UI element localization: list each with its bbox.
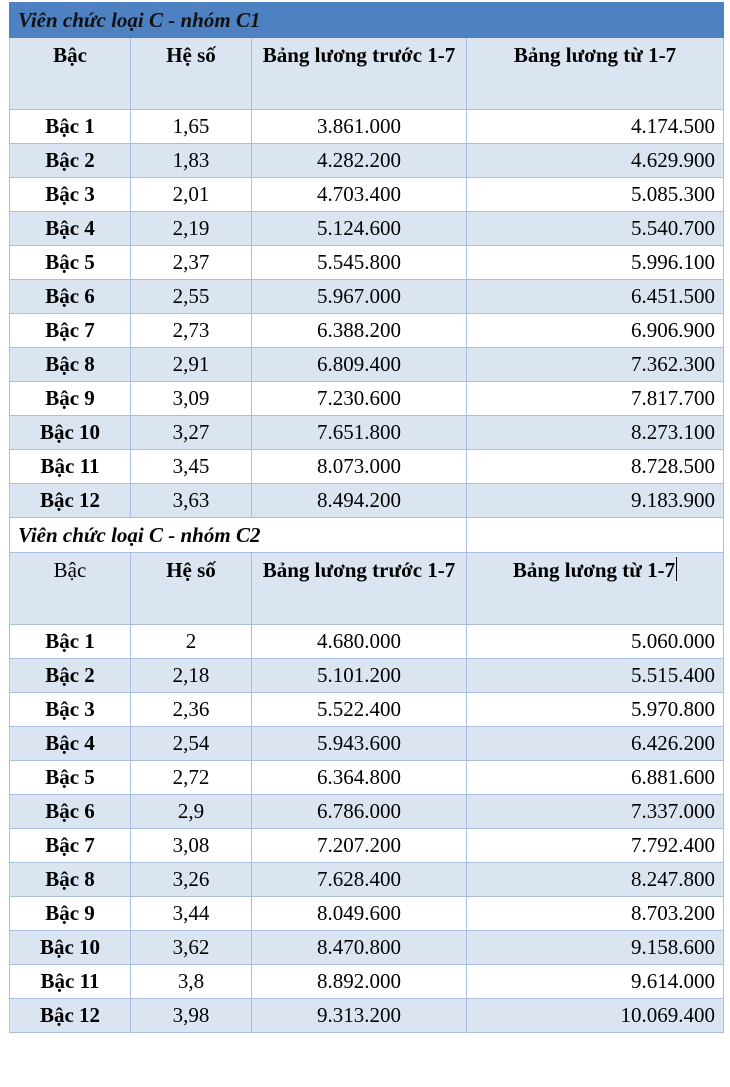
cell-coefficient: 3,45 bbox=[131, 450, 252, 484]
cell-level: Bậc 5 bbox=[10, 761, 131, 795]
cell-level: Bậc 9 bbox=[10, 382, 131, 416]
table-row bbox=[10, 110, 724, 144]
cell-salary-before: 5.545.800 bbox=[252, 246, 467, 280]
cell-salary-after: 7.362.300 bbox=[467, 348, 724, 382]
table-row bbox=[10, 727, 724, 761]
cell-level: Bậc 8 bbox=[10, 863, 131, 897]
cell-salary-before: 4.680.000 bbox=[252, 625, 467, 659]
cell-level: Bậc 1 bbox=[10, 110, 131, 144]
cell-level: Bậc 12 bbox=[10, 999, 131, 1033]
cell-salary-before: 5.522.400 bbox=[252, 693, 467, 727]
table-row bbox=[10, 416, 724, 450]
cell-salary-after: 6.881.600 bbox=[467, 761, 724, 795]
cell-salary-before: 8.892.000 bbox=[252, 965, 467, 999]
table-row bbox=[10, 829, 724, 863]
table-row bbox=[10, 348, 724, 382]
header-salary-before: Bảng lương trước 1-7 bbox=[252, 553, 467, 625]
table-row bbox=[10, 280, 724, 314]
cell-level: Bậc 1 bbox=[10, 625, 131, 659]
table-row bbox=[10, 625, 724, 659]
cell-salary-after: 7.817.700 bbox=[467, 382, 724, 416]
table-row bbox=[10, 144, 724, 178]
cell-level: Bậc 12 bbox=[10, 484, 131, 518]
cell-coefficient: 3,63 bbox=[131, 484, 252, 518]
header-salary-after-label: Bảng lương từ 1-7 bbox=[512, 558, 676, 582]
cell-salary-after: 6.906.900 bbox=[467, 314, 724, 348]
cell-coefficient: 2,01 bbox=[131, 178, 252, 212]
cell-salary-after: 7.337.000 bbox=[467, 795, 724, 829]
group-title-row-c2 bbox=[10, 518, 724, 553]
cell-coefficient: 2,55 bbox=[131, 280, 252, 314]
header-level: Bậc bbox=[10, 38, 131, 110]
cell-salary-before: 5.124.600 bbox=[252, 212, 467, 246]
cell-coefficient: 3,62 bbox=[131, 931, 252, 965]
group-title-c1: Viên chức loại C - nhóm C1 bbox=[10, 3, 724, 38]
cell-salary-after: 5.060.000 bbox=[467, 625, 724, 659]
table-row bbox=[10, 178, 724, 212]
cell-coefficient: 2,91 bbox=[131, 348, 252, 382]
cell-coefficient: 2,19 bbox=[131, 212, 252, 246]
cell-level: Bậc 8 bbox=[10, 348, 131, 382]
cell-salary-after: 5.085.300 bbox=[467, 178, 724, 212]
cell-salary-before: 8.073.000 bbox=[252, 450, 467, 484]
cell-salary-after: 5.996.100 bbox=[467, 246, 724, 280]
cell-salary-before: 4.282.200 bbox=[252, 144, 467, 178]
cell-level: Bậc 11 bbox=[10, 965, 131, 999]
cell-level: Bậc 6 bbox=[10, 795, 131, 829]
cell-coefficient: 3,98 bbox=[131, 999, 252, 1033]
table-row bbox=[10, 484, 724, 518]
cell-level: Bậc 4 bbox=[10, 727, 131, 761]
cell-level: Bậc 11 bbox=[10, 450, 131, 484]
cell-coefficient: 2,18 bbox=[131, 659, 252, 693]
cell-salary-after: 4.174.500 bbox=[467, 110, 724, 144]
cell-coefficient: 3,26 bbox=[131, 863, 252, 897]
cell-coefficient: 2 bbox=[131, 625, 252, 659]
text-cursor bbox=[676, 557, 677, 581]
cell-salary-before: 8.494.200 bbox=[252, 484, 467, 518]
group-title-c2-empty bbox=[467, 518, 724, 553]
cell-coefficient: 3,08 bbox=[131, 829, 252, 863]
cell-level: Bậc 6 bbox=[10, 280, 131, 314]
cell-coefficient: 3,27 bbox=[131, 416, 252, 450]
cell-salary-after: 5.515.400 bbox=[467, 659, 724, 693]
cell-salary-before: 6.364.800 bbox=[252, 761, 467, 795]
header-row-c1 bbox=[10, 38, 724, 110]
cell-salary-before: 9.313.200 bbox=[252, 999, 467, 1033]
cell-coefficient: 2,36 bbox=[131, 693, 252, 727]
table-row bbox=[10, 693, 724, 727]
table-row bbox=[10, 212, 724, 246]
cell-salary-before: 6.388.200 bbox=[252, 314, 467, 348]
cell-salary-after: 5.540.700 bbox=[467, 212, 724, 246]
group-title-row-c1 bbox=[10, 3, 724, 38]
cell-salary-before: 4.703.400 bbox=[252, 178, 467, 212]
table-row bbox=[10, 931, 724, 965]
cell-salary-after: 10.069.400 bbox=[467, 999, 724, 1033]
header-row-c2 bbox=[10, 553, 724, 625]
table-row bbox=[10, 863, 724, 897]
cell-salary-after: 4.629.900 bbox=[467, 144, 724, 178]
cell-salary-before: 5.967.000 bbox=[252, 280, 467, 314]
table-row bbox=[10, 246, 724, 280]
cell-level: Bậc 2 bbox=[10, 144, 131, 178]
cell-salary-after: 9.158.600 bbox=[467, 931, 724, 965]
cell-salary-after: 8.728.500 bbox=[467, 450, 724, 484]
cell-coefficient: 1,83 bbox=[131, 144, 252, 178]
header-salary-after bbox=[467, 553, 724, 625]
cell-salary-before: 5.943.600 bbox=[252, 727, 467, 761]
header-coefficient: Hệ số bbox=[131, 38, 252, 110]
table-row bbox=[10, 382, 724, 416]
table-row bbox=[10, 999, 724, 1033]
cell-salary-before: 5.101.200 bbox=[252, 659, 467, 693]
header-salary-before: Bảng lương trước 1-7 bbox=[252, 38, 467, 110]
table-row bbox=[10, 795, 724, 829]
cell-salary-before: 6.809.400 bbox=[252, 348, 467, 382]
cell-level: Bậc 2 bbox=[10, 659, 131, 693]
cell-salary-after: 8.273.100 bbox=[467, 416, 724, 450]
salary-table-body bbox=[10, 3, 724, 1033]
cell-coefficient: 2,9 bbox=[131, 795, 252, 829]
cell-level: Bậc 3 bbox=[10, 178, 131, 212]
cell-salary-after: 5.970.800 bbox=[467, 693, 724, 727]
table-row bbox=[10, 897, 724, 931]
cell-salary-after: 6.426.200 bbox=[467, 727, 724, 761]
header-salary-after: Bảng lương từ 1-7 bbox=[467, 38, 724, 110]
cell-salary-before: 7.230.600 bbox=[252, 382, 467, 416]
cell-coefficient: 2,54 bbox=[131, 727, 252, 761]
table-row bbox=[10, 450, 724, 484]
cell-salary-after: 9.614.000 bbox=[467, 965, 724, 999]
cell-salary-before: 6.786.000 bbox=[252, 795, 467, 829]
cell-coefficient: 2,73 bbox=[131, 314, 252, 348]
cell-level: Bậc 10 bbox=[10, 931, 131, 965]
table-row bbox=[10, 659, 724, 693]
table-row bbox=[10, 314, 724, 348]
header-level: Bậc bbox=[10, 553, 131, 625]
cell-salary-after: 6.451.500 bbox=[467, 280, 724, 314]
cell-level: Bậc 9 bbox=[10, 897, 131, 931]
cell-salary-before: 7.207.200 bbox=[252, 829, 467, 863]
cell-level: Bậc 4 bbox=[10, 212, 131, 246]
group-title-c2: Viên chức loại C - nhóm C2 bbox=[10, 518, 467, 553]
cell-coefficient: 3,8 bbox=[131, 965, 252, 999]
cell-coefficient: 2,37 bbox=[131, 246, 252, 280]
header-coefficient: Hệ số bbox=[131, 553, 252, 625]
salary-table bbox=[9, 2, 724, 1033]
cell-coefficient: 2,72 bbox=[131, 761, 252, 795]
cell-salary-after: 7.792.400 bbox=[467, 829, 724, 863]
table-row bbox=[10, 965, 724, 999]
table-row bbox=[10, 761, 724, 795]
cell-salary-before: 8.049.600 bbox=[252, 897, 467, 931]
cell-coefficient: 3,44 bbox=[131, 897, 252, 931]
cell-salary-before: 7.651.800 bbox=[252, 416, 467, 450]
cell-level: Bậc 7 bbox=[10, 829, 131, 863]
cell-salary-after: 9.183.900 bbox=[467, 484, 724, 518]
cell-coefficient: 3,09 bbox=[131, 382, 252, 416]
cell-salary-after: 8.703.200 bbox=[467, 897, 724, 931]
cell-level: Bậc 5 bbox=[10, 246, 131, 280]
cell-salary-before: 7.628.400 bbox=[252, 863, 467, 897]
cell-salary-before: 8.470.800 bbox=[252, 931, 467, 965]
cell-salary-before: 3.861.000 bbox=[252, 110, 467, 144]
cell-level: Bậc 3 bbox=[10, 693, 131, 727]
cell-level: Bậc 10 bbox=[10, 416, 131, 450]
cell-salary-after: 8.247.800 bbox=[467, 863, 724, 897]
cell-level: Bậc 7 bbox=[10, 314, 131, 348]
cell-coefficient: 1,65 bbox=[131, 110, 252, 144]
